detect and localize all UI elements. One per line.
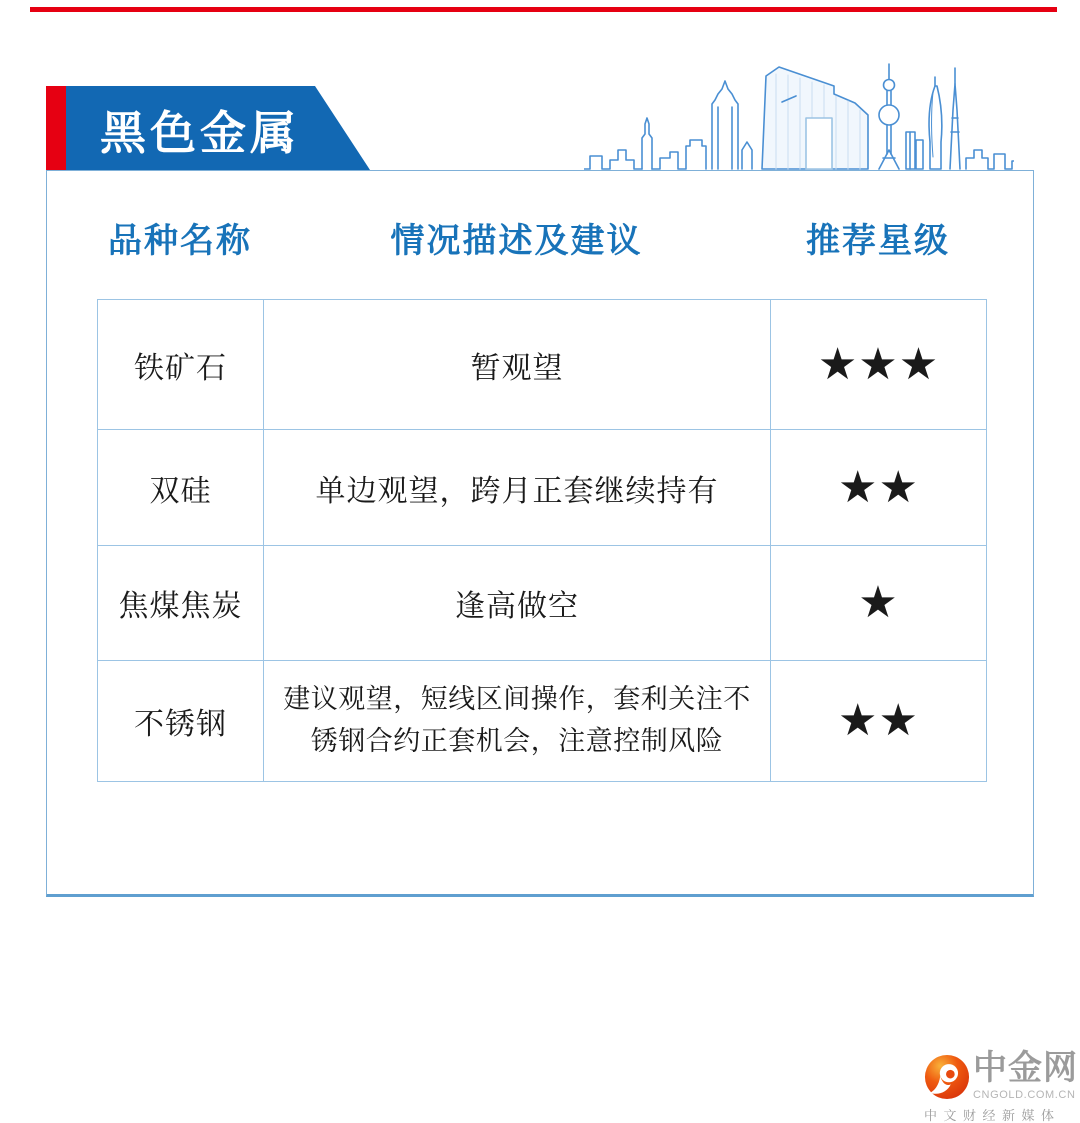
top-red-rule [30,7,1057,12]
cngold-brand-logo [924,1049,1078,1123]
advice-text: 逢高做空 [264,546,771,661]
column-header-variety: 品种名称 [108,222,252,260]
table-row [98,661,987,782]
star-rating-icons: ★★ [771,661,987,782]
variety-name: 铁矿石 [98,300,264,430]
advice-text: 暂观望 [264,300,771,430]
content-box [46,170,1034,897]
city-skyline-icon [584,62,1014,170]
cngold-swirl-icon [924,1054,970,1100]
section-banner [46,86,386,173]
table-column-headers [97,213,986,262]
table-row [98,430,987,546]
table-row [98,300,987,430]
table-row [98,546,987,661]
column-header-rating: 推荐星级 [806,222,950,260]
banner-red-accent [46,86,66,173]
advice-text: 单边观望，跨月正套继续持有 [264,430,771,546]
page-title: 黑色金属 [100,106,300,159]
star-rating-icons: ★ [771,546,987,661]
column-header-description: 情况描述及建议 [390,222,643,260]
variety-name: 不锈钢 [98,661,264,782]
variety-name: 焦煤焦炭 [98,546,264,661]
brand-tagline: 中文财经新媒体 [924,1107,1061,1123]
brand-domain: CNGOLD.COM.CN [973,1088,1076,1101]
advice-text: 建议观望，短线区间操作，套利关注不锈钢合约正套机会，注意控制风险 [264,661,771,782]
recommendation-table [97,299,987,782]
star-rating-icons: ★★ [771,430,987,546]
star-rating-icons: ★★★ [771,300,987,430]
variety-name: 双硅 [98,430,264,546]
brand-name: 中金网 [973,1049,1078,1087]
